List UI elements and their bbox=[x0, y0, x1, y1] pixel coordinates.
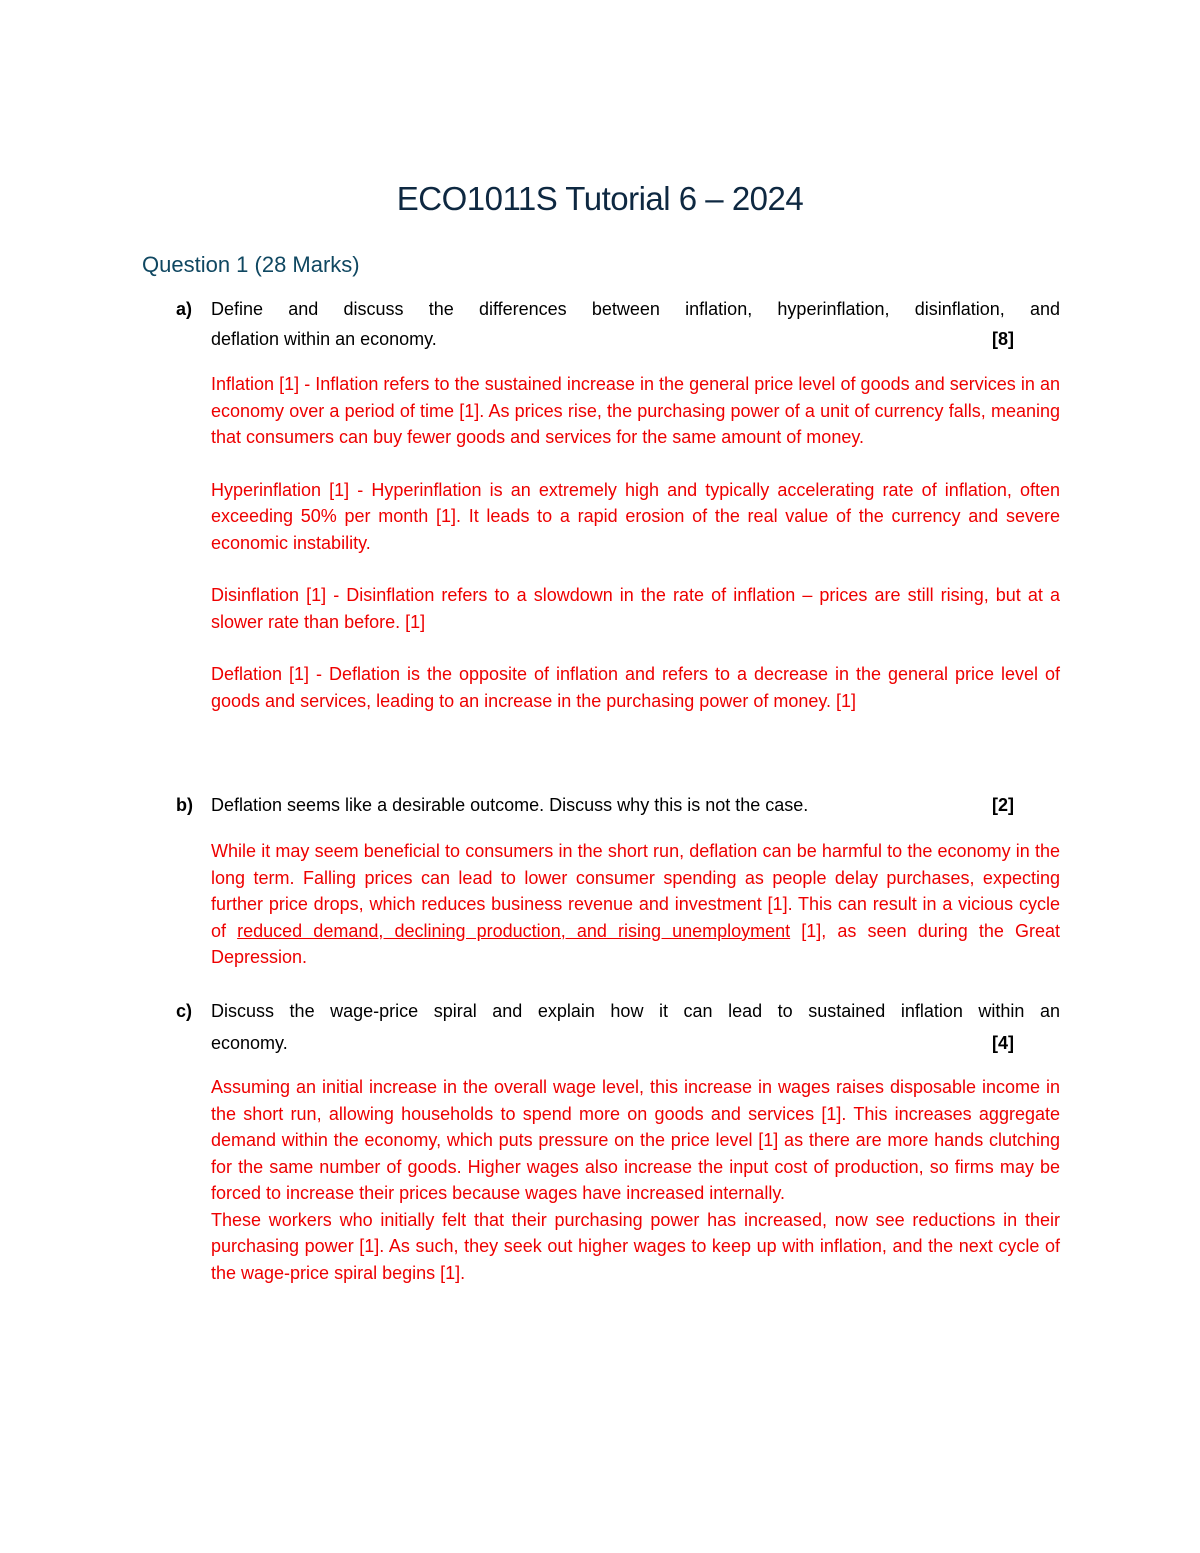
part-c-answer-p1: Assuming an initial increase in the overall wage level, this increase in wages raises disposable income in the short run, allowing households to spend more on goods and services [1]. This increases aggregate demand within the economy, which puts pressure on the price level [1] as there are more hands clutching for the same number of goods. Higher wages also increase the input cost of production, so firms may be forced to increase their prices because wages have increased internally. bbox=[211, 1077, 1060, 1203]
answer-deflation: Deflation [1] - Deflation is the opposite of inflation and refers to a decrease in the general price level of goods and services, leading to an increase in the purchasing power of money. [1] bbox=[211, 664, 1060, 711]
answer-disinflation: Disinflation [1] - Disinflation refers to a slowdown in the rate of inflation – prices are still rising, but at a slower rate than before. [1] bbox=[211, 585, 1060, 632]
answer-hyperinflation: Hyperinflation [1] - Hyperinflation is an extremely high and typically accelerating rate of inflation, often exceeding 50% per month [1]. It leads to a rapid erosion of the real value of the currency and severe economic instability. bbox=[211, 479, 1060, 553]
part-c-question-line2 bbox=[211, 1028, 1060, 1058]
part-a-question-line2 bbox=[211, 324, 1060, 354]
part-a-question bbox=[211, 294, 1060, 354]
part-c-answer-p2: These workers who initially felt that their purchasing power has increased, now see reductions in their purchasing power [1]. As such, they seek out higher wages to keep up with inflation, and the next cycle of the wage-price spiral begins [1]. bbox=[211, 1209, 1060, 1283]
question-heading: Question 1 (28 Marks) bbox=[142, 252, 360, 277]
part-b-answer-before: While it may seem beneficial to consumers in the short run, deflation can be harmful to the economy in the long term. Falling prices can lead to lower consumer spending as people delay purchases, expecting further price drops, which reduces business revenue and investment [1]. This can result in a vicious cycle of bbox=[211, 841, 1060, 941]
part-c-question bbox=[211, 996, 1060, 1058]
part-b-answer-text bbox=[211, 838, 1060, 971]
part-b-letter: b) bbox=[176, 795, 193, 815]
document-title: ECO1011S Tutorial 6 – 2024 bbox=[396, 180, 804, 217]
part-b-question-text: Deflation seems like a desirable outcome. Discuss why this is not the case. bbox=[211, 795, 809, 815]
part-c-letter: c) bbox=[176, 1001, 193, 1021]
part-b-answer-underlined: reduced demand, declining production, and rising unemployment bbox=[237, 920, 791, 941]
part-b-question-line bbox=[211, 790, 1060, 820]
part-b-marks: [2] bbox=[992, 795, 1014, 815]
part-c bbox=[176, 996, 1060, 1286]
part-b-answer-after: [1], as seen during the Great Depression. bbox=[211, 920, 1061, 967]
part-a-letter: a) bbox=[176, 299, 193, 319]
part-a-marks: [8] bbox=[992, 329, 1014, 349]
part-b-question bbox=[211, 790, 1060, 820]
part-c-question-line1: Discuss the wage-price spiral and explain how it can lead to sustained inflation within an bbox=[211, 1001, 1060, 1021]
part-c-marks: [4] bbox=[992, 1033, 1014, 1053]
part-a-answer bbox=[211, 371, 1060, 714]
part-a-question-line1: Define and discuss the differences between inflation, hyperinflation, disinflation, and bbox=[211, 299, 1060, 319]
part-a bbox=[176, 294, 1060, 714]
part-a-question-text2: deflation within an economy. bbox=[211, 329, 437, 349]
part-c-answer bbox=[211, 1074, 1060, 1286]
part-b-answer bbox=[211, 838, 1060, 971]
part-c-question-text2: economy. bbox=[211, 1033, 288, 1053]
part-b bbox=[176, 790, 1060, 971]
answer-inflation: Inflation [1] - Inflation refers to the sustained increase in the general price level of goods and services in an economy over a period of time [1]. As prices rise, the purchasing power of a unit of currency falls, meaning that consumers can buy fewer goods and services for the same amount of money. bbox=[211, 374, 1060, 447]
